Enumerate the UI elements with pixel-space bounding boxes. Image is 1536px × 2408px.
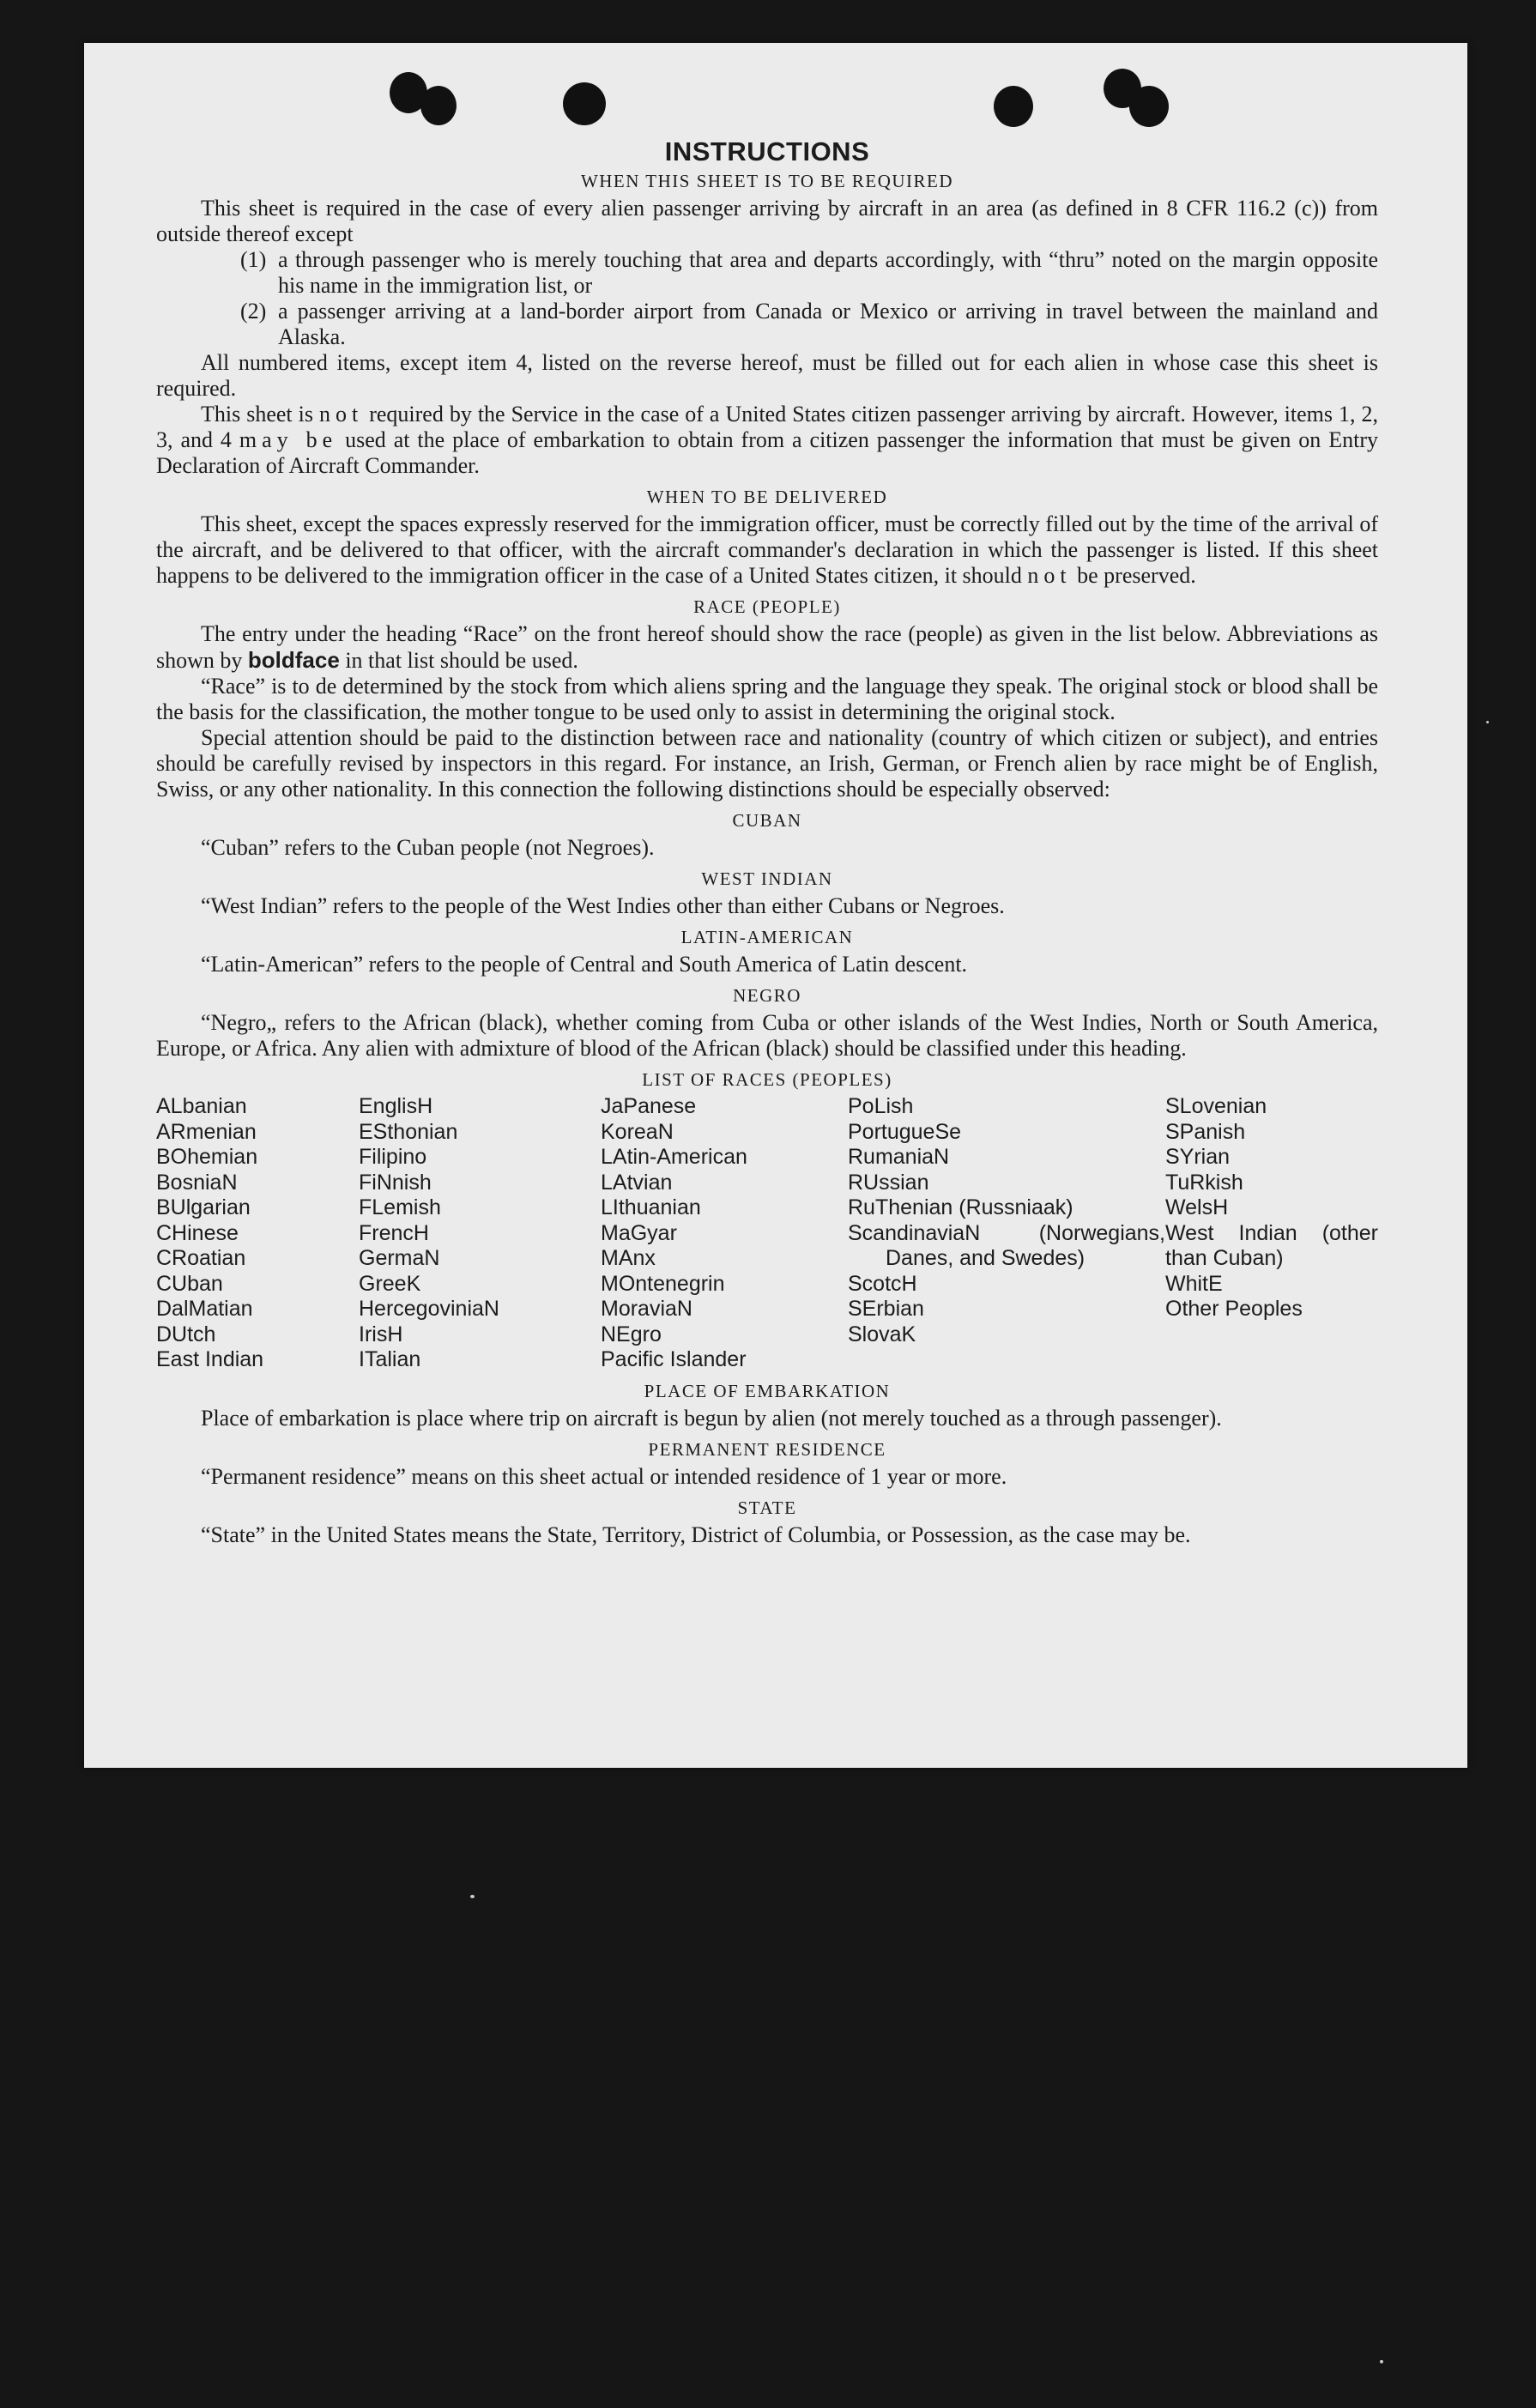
text-run: used at the place of embarkation to obtain from a citizen passenger the information that must be given on Entry Declaration of Aircraft Commander. — [156, 427, 1379, 478]
race-entry: BOhemian — [156, 1145, 258, 1169]
boldface-word: boldface — [247, 647, 340, 673]
race-entry: ALbanian — [156, 1094, 247, 1118]
race-entry: East Indian — [156, 1347, 264, 1371]
paragraph: All numbered items, except item 4, listed on the reverse hereof, must be filled out for each alien in whose case this sheet is required. — [156, 350, 1378, 401]
document-sheet — [84, 43, 1467, 1768]
section-heading-race: RACE (PEOPLE) — [693, 596, 841, 617]
race-entry: ScotcH — [848, 1271, 917, 1296]
races-column — [156, 1094, 359, 1373]
paragraph: “Negro„ refers to the African (black), whether coming from Cuba or other islands of the West Indies, North or South America, Europe, or Africa. Any alien with admixture of blood of the African (black) should be classified under this heading. — [156, 1010, 1378, 1061]
races-column — [1165, 1094, 1378, 1373]
paragraph: “State” in the United States means the State, Territory, District of Columbia, or Possession, as the case may be. — [201, 1522, 1191, 1547]
race-entry: FrencH — [359, 1220, 429, 1245]
race-entry: BUlgarian — [156, 1195, 251, 1219]
race-entry: Filipino — [359, 1145, 427, 1169]
paragraph: “Permanent residence” means on this sheet actual or intended residence of 1 year or more. — [201, 1463, 1007, 1489]
race-entry: RUssian — [848, 1170, 929, 1195]
race-entry: LAtin-American — [601, 1145, 747, 1169]
race-entry: IrisH — [359, 1322, 403, 1346]
section-heading-latin-american: LATIN-AMERICAN — [680, 927, 854, 947]
race-entry: PoLish — [848, 1094, 914, 1118]
paragraph: “Race” is to de determined by the stock from which aliens spring and the language they speak. The original stock or blood shall be the basis for the classification, the mother tongue to be used only to assist in determining the original stock. — [156, 674, 1378, 724]
race-entry: RumaniaN — [848, 1145, 950, 1169]
paragraph: Special attention should be paid to the distinction between race and nationality (country of which citizen or subject), and entries should be carefully revised by inspectors in this regard. For instance, an Irish, German, or French alien by race might be of English, Swiss, or any other nationality. In this connection the following distinctions should be especially observed: — [156, 725, 1378, 802]
text-run: required by the Service in the case of a United States citizen passenger arriving by aircraft. However, items 1, 2, 3, and 4 — [156, 402, 1378, 452]
race-entry: PortugueSe — [848, 1119, 962, 1144]
race-entry: LIthuanian — [601, 1195, 701, 1219]
scan-speck — [1486, 721, 1489, 723]
race-entry: MOntenegrin — [601, 1271, 725, 1296]
race-entry: CRoatian — [156, 1246, 246, 1270]
page-title: INSTRUCTIONS — [664, 136, 870, 166]
race-entry: EnglisH — [359, 1094, 433, 1118]
text-run: be preserved. — [1077, 563, 1196, 588]
race-entry: MoraviaN — [601, 1297, 692, 1321]
text-run: The entry under the heading “Race” on the front hereof should show the race (people) as given in the list below. Abbreviations as shown by — [156, 621, 1378, 673]
item-text: a through passenger who is merely touching that area and departs accordingly, with “thru” noted on the margin opposite his name in the immigration list, or — [278, 247, 1378, 298]
text-run: in that list should be used. — [345, 648, 578, 673]
punch-hole — [563, 82, 606, 125]
race-entry: SlovaK — [848, 1322, 916, 1346]
race-entry: ARmenian — [156, 1119, 257, 1144]
races-column — [359, 1094, 601, 1373]
emphasis-not: not — [318, 402, 364, 427]
list-item — [240, 247, 1378, 299]
paragraph — [156, 511, 1378, 589]
race-entry: SLovenian — [1165, 1094, 1267, 1118]
races-column — [848, 1094, 1165, 1373]
race-entry: SPanish — [1165, 1119, 1246, 1144]
list-item — [240, 299, 1378, 350]
paragraph: “West Indian” refers to the people of the West Indies other than either Cubans or Negroes. — [201, 893, 1005, 918]
paragraph — [156, 402, 1378, 479]
races-column — [601, 1094, 848, 1373]
paragraph — [156, 621, 1378, 674]
text-run: This sheet is — [201, 402, 313, 427]
paragraph: “Cuban” refers to the Cuban people (not Negroes). — [201, 835, 655, 860]
section-heading-races-list: LIST OF RACES (PEOPLES) — [642, 1069, 892, 1090]
race-entry: BosniaN — [156, 1170, 238, 1195]
section-heading-negro: NEGRO — [733, 985, 801, 1006]
race-entry: ESthonian — [359, 1119, 458, 1144]
race-entry: KoreaN — [601, 1119, 674, 1144]
race-entry: DalMatian — [156, 1297, 253, 1321]
race-entry: ITalian — [359, 1347, 421, 1371]
section-heading-residence: PERMANENT RESIDENCE — [648, 1438, 886, 1460]
race-entry: WhitE — [1165, 1271, 1223, 1296]
race-entry: MAnx — [601, 1246, 656, 1270]
paragraph: This sheet is required in the case of every alien passenger arriving by aircraft in an area (as defined in 8 CFR 116.2 (c)) from outside thereof except — [156, 196, 1378, 246]
section-heading-delivered: WHEN TO BE DELIVERED — [646, 487, 888, 507]
race-entry: HercegoviniaN — [359, 1297, 499, 1321]
race-entry: FLemish — [359, 1195, 441, 1219]
race-entry: Other Peoples — [1165, 1297, 1303, 1321]
punch-hole — [994, 86, 1033, 127]
item-text: a passenger arriving at a land-border airport from Canada or Mexico or arriving in travel between the mainland and Alaska. — [278, 299, 1378, 349]
race-entry: NEgro — [601, 1322, 662, 1346]
race-entry: CHinese — [156, 1220, 239, 1245]
race-entry: GreeK — [359, 1271, 421, 1296]
race-entry: WelsH — [1165, 1195, 1229, 1219]
punch-hole — [1129, 86, 1169, 127]
race-entry: RuThenian (Russniaak) — [848, 1195, 1073, 1219]
section-heading-embarkation: PLACE OF EMBARKATION — [644, 1380, 891, 1401]
race-entry: GermaN — [359, 1246, 440, 1270]
paragraph: Place of embarkation is place where trip on aircraft is begun by alien (not merely touched as a through passenger). — [201, 1405, 1222, 1431]
races-list — [156, 1094, 1378, 1373]
emphasis-may-be: may be — [239, 427, 338, 452]
scan-speck — [1380, 2360, 1383, 2363]
section-heading-required: WHEN THIS SHEET IS TO BE REQUIRED — [580, 171, 954, 191]
section-heading-state: STATE — [737, 1497, 797, 1518]
section-heading-cuban: CUBAN — [732, 810, 802, 831]
scan-speck — [470, 1895, 475, 1898]
race-entry: West Indian (other than Cuban) — [1165, 1220, 1378, 1270]
item-number: (2) — [240, 299, 267, 324]
race-entry: Pacific Islander — [601, 1347, 747, 1371]
race-entry: TuRkish — [1165, 1170, 1243, 1195]
item-number: (1) — [240, 247, 267, 272]
race-entry: SYrian — [1165, 1145, 1231, 1169]
section-heading-west-indian: WEST INDIAN — [701, 868, 833, 889]
emphasis-not: not — [1027, 563, 1072, 588]
race-entry: FiNnish — [359, 1170, 432, 1195]
instructions-body — [156, 136, 1378, 1548]
text-run: This sheet, except the spaces expressly reserved for the immigration officer, must be correctly filled out by the time of the arrival of the aircraft, and be delivered to that officer, with the aircraft commander's declaration in which the passenger is listed. If this sheet happens to be delivered to the immigration officer in the case of a United States citizen, it should — [156, 511, 1378, 588]
race-entry: SErbian — [848, 1297, 924, 1321]
race-entry: ScandinaviaN (Norwegians, Danes, and Swedes) — [848, 1220, 1165, 1270]
paragraph: “Latin-American” refers to the people of Central and South America of Latin descent. — [201, 952, 968, 977]
race-entry: MaGyar — [601, 1220, 677, 1245]
punch-hole — [420, 86, 457, 125]
race-entry: DUtch — [156, 1322, 216, 1346]
race-entry: LAtvian — [601, 1170, 673, 1195]
race-entry: JaPanese — [601, 1094, 697, 1118]
race-entry: CUban — [156, 1271, 223, 1296]
